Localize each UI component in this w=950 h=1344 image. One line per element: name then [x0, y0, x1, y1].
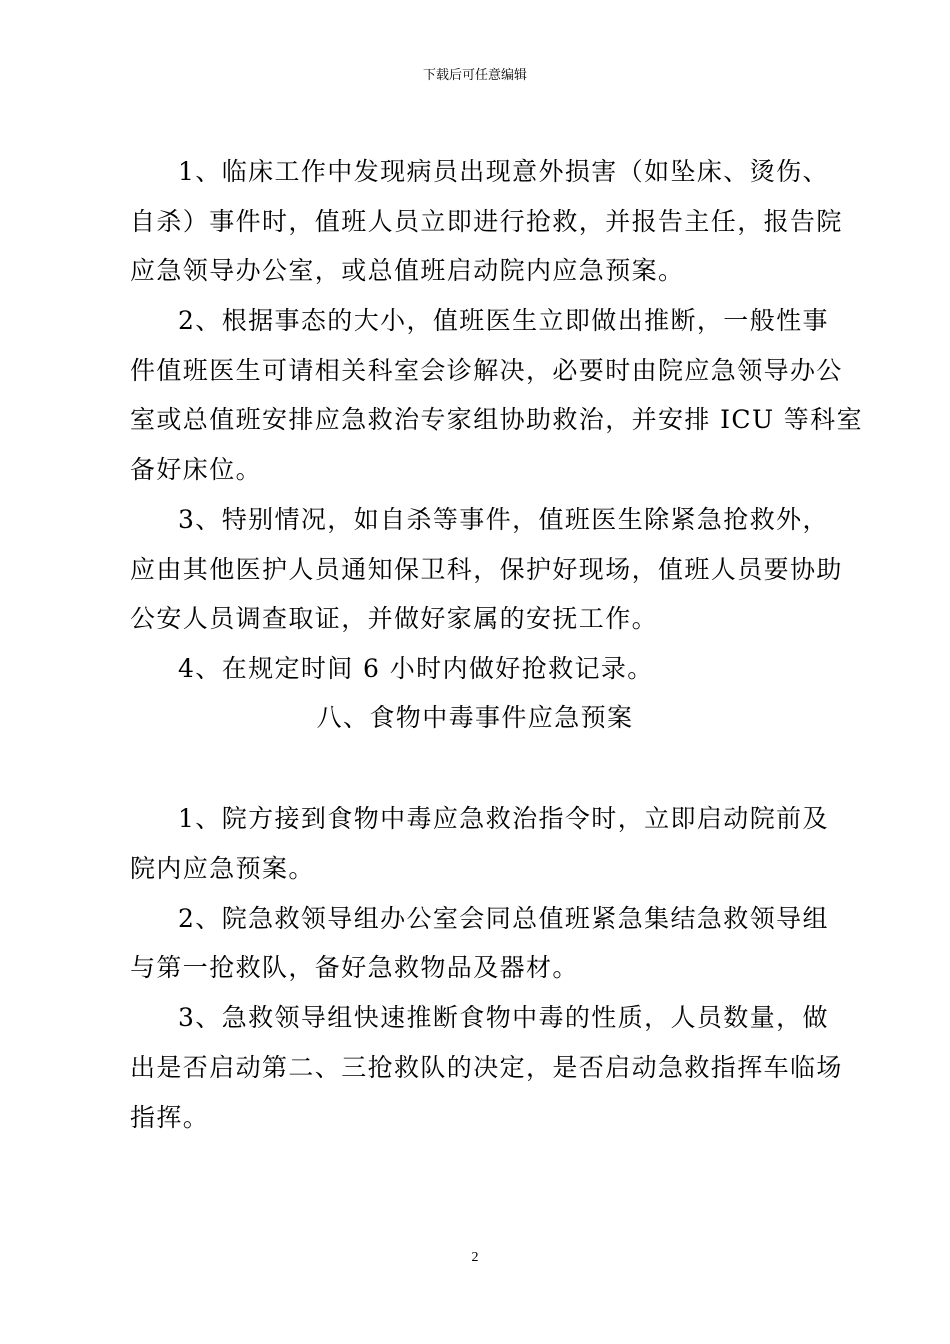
text-line: 件值班医生可请相关科室会诊解决，必要时由院应急领导办公	[130, 356, 843, 385]
page-header-note: 下载后可任意编辑	[422, 68, 527, 83]
text-line: 院内应急预案。	[130, 854, 315, 883]
text-line: 指挥。	[130, 1103, 210, 1132]
page-number: 2	[471, 1250, 479, 1265]
text-line: 备好床位。	[130, 455, 263, 484]
text-line: 出是否启动第二、三抢救队的决定，是否启动急救指挥车临场	[130, 1053, 843, 1082]
section-title: 八、食物中毒事件应急预案	[316, 703, 634, 732]
text-line: 1、院方接到食物中毒应急救治指令时，立即启动院前及	[178, 804, 829, 833]
text-line: 4、在规定时间 6 小时内做好抢救记录。	[178, 654, 654, 683]
text-line: 室或总值班安排应急救治专家组协助救治，并安排 ICU 等科室	[130, 405, 863, 434]
text-line: 应急领导办公室，或总值班启动院内应急预案。	[130, 256, 685, 285]
text-line: 1、临床工作中发现病员出现意外损害（如坠床、烫伤、	[178, 157, 829, 186]
text-line: 自杀）事件时，值班人员立即进行抢救，并报告主任，报告院	[130, 207, 843, 236]
text-line: 3、急救领导组快速推断食物中毒的性质，人员数量，做	[178, 1003, 829, 1032]
text-line: 公安人员调查取证，并做好家属的安抚工作。	[130, 604, 659, 633]
text-line: 2、院急救领导组办公室会同总值班紧急集结急救领导组	[178, 904, 829, 933]
text-line: 3、特别情况，如自杀等事件，值班医生除紧急抢救外，	[178, 505, 829, 534]
text-line: 与第一抢救队，备好急救物品及器材。	[130, 953, 579, 982]
text-line: 应由其他医护人员通知保卫科，保护好现场，值班人员要协助	[130, 555, 843, 584]
text-line: 2、根据事态的大小，值班医生立即做出推断，一般性事	[178, 306, 829, 335]
